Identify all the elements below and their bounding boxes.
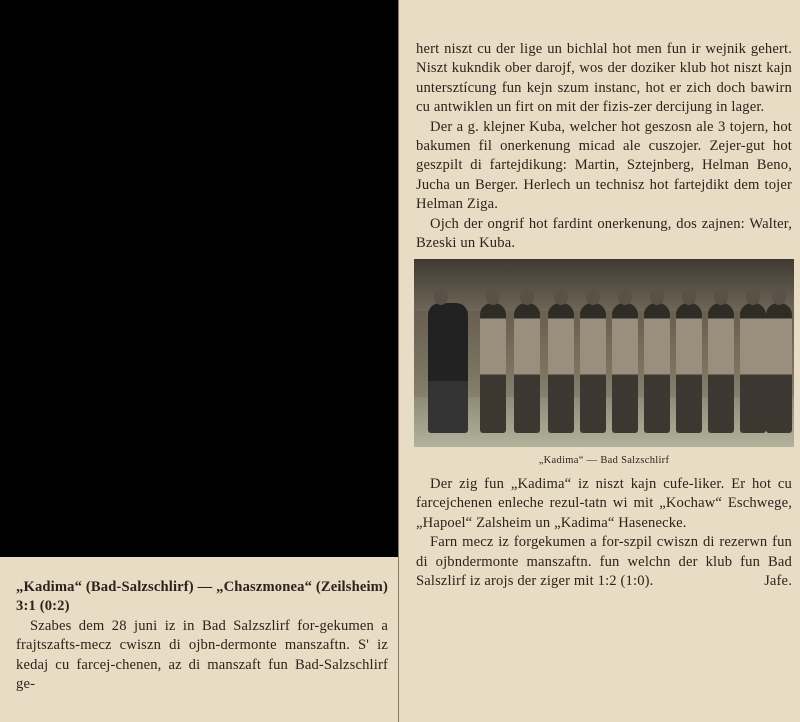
redacted-black-area bbox=[0, 0, 398, 557]
player-figure bbox=[548, 303, 574, 433]
player-figure bbox=[740, 303, 766, 433]
player-figure bbox=[428, 303, 468, 433]
player-figure bbox=[514, 303, 540, 433]
team-photo bbox=[414, 259, 794, 447]
column-divider bbox=[398, 0, 399, 722]
paragraph-continuation: hert niszt cu der lige un bichlal hot men fun ir wejnik gehert. Niszt kukndik ober darojf, wos der doziker klub hot niszt kajn untersztícung fun kejn szum instanc, hot er zich doch bawirn cu antwiklen un firt on mit der fizis-zer dercijung in lager. bbox=[416, 41, 792, 116]
player-figure bbox=[644, 303, 670, 433]
author-signature: Jafe. bbox=[764, 572, 792, 589]
right-column bbox=[416, 40, 792, 591]
player-figure bbox=[480, 303, 506, 433]
player-figure bbox=[580, 303, 606, 433]
left-column bbox=[16, 578, 388, 694]
paragraph-reserves-text: Farn mecz iz forgekumen a for-szpil cwiszn di rezerwn fun di ojbndermonte manszaftn. fun welchn der klub fun Bad Salszlirf iz arojs der ziger mit 1:2 (1:0). bbox=[416, 534, 792, 589]
player-figure bbox=[612, 303, 638, 433]
match-headline: „Kadima“ (Bad-Salzschlirf) — „Chaszmonea“ (Zeilsheim) 3:1 (0:2) bbox=[16, 579, 388, 615]
player-figure bbox=[708, 303, 734, 433]
player-figure bbox=[676, 303, 702, 433]
paragraph-kuba: Der a g. klejner Kuba, welcher hot geszosn ale 3 tojern, hot bakumen fil onerkenung micad ale cuszojer. Zejer-gut hot geszpilt di fartejdikung: Martin, Sztejnberg, Helman Beno, Jucha un Berger. Herlech un technisz hot fartejdikt dem tojer Helman Ziga. bbox=[416, 118, 792, 213]
paragraph-attack: Ojch der ongrif hot fardint onerkenung, dos zajnen: Walter, Bzeski un Kuba. bbox=[416, 215, 792, 252]
player-figure bbox=[766, 303, 792, 433]
paragraph-reserves bbox=[416, 533, 792, 591]
photo-background-trees bbox=[414, 259, 794, 311]
paragraph-match-report: Szabes dem 28 juni iz in Bad Salzszlirf for-gekumen a frajtszafts-mecz cwiszn di ojbn-dermonte manszaftn. S' iz kedaj cu farcej-chenen, az di manszaft fun Bad-Salzschlirf ge- bbox=[16, 617, 388, 693]
paragraph-victory: Der zig fun „Kadima“ iz niszt kajn cufe-liker. Er hot cu farcejchenen enleche rezul-tatn wi mit „Kochaw“ Eschwege, „Hapoel“ Zalsheim un „Kadima“ Hasenecke. bbox=[416, 475, 792, 531]
photo-caption: „Kadima“ — Bad Salzschlirf bbox=[538, 455, 670, 467]
